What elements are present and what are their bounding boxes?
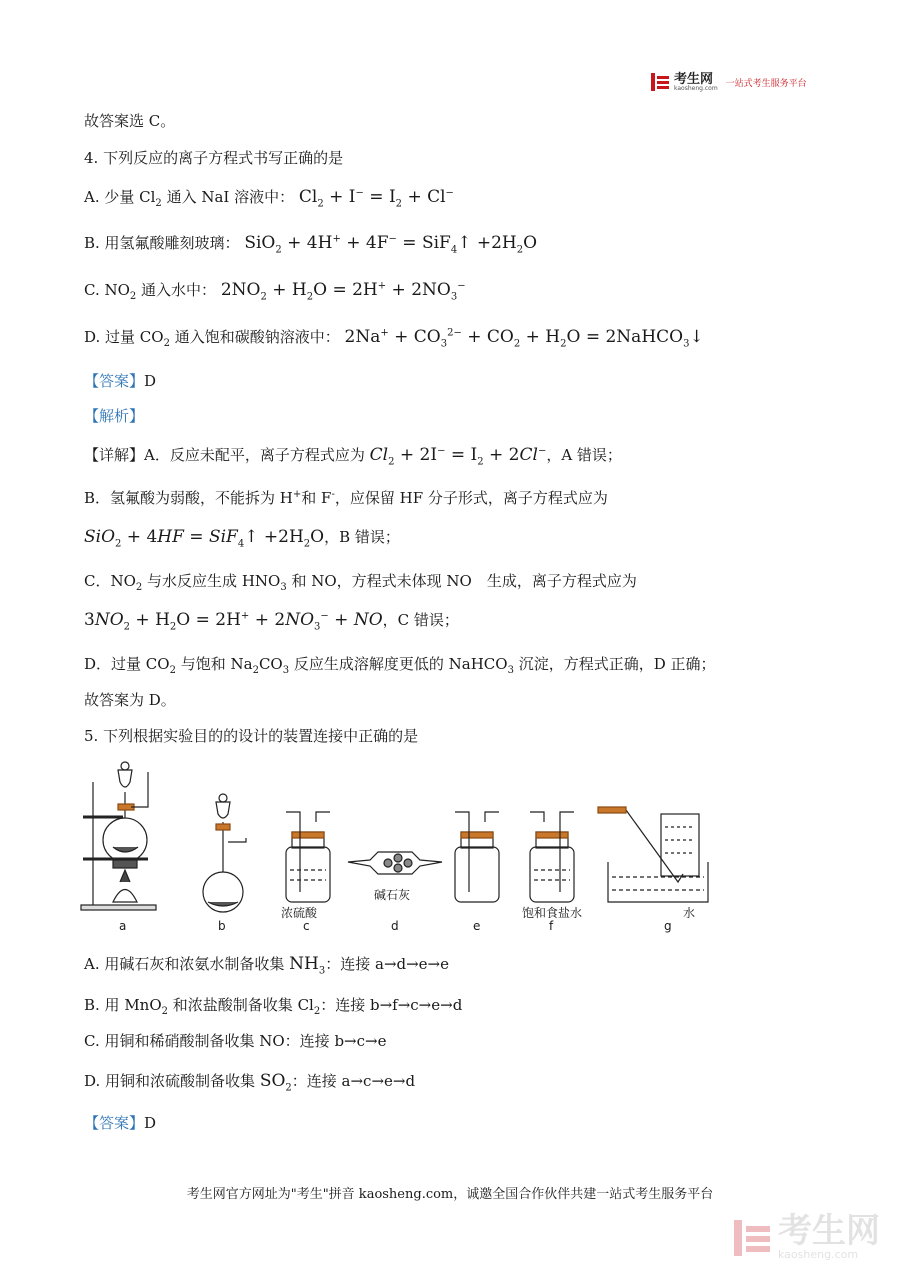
header-logo [650, 72, 807, 92]
letter-e: e [473, 919, 481, 933]
q4-detail-c: C．$NO_2$ 与水反应生成 $HNO_3$ 和 NO，方程式未体现 NO 生成，离子方程式应为 [84, 572, 637, 593]
q5-title: 5. 下列根据实验目的的设计的装置连接中正确的是 [84, 727, 419, 745]
q4-option-a: A. 少量 $Cl_2$ 通入 NaI 溶液中： $Cl_2 + I^- = I_2 + Cl^-$ [84, 187, 454, 210]
apparatus-g [598, 807, 708, 902]
q5-answer: 【答案】D [84, 1114, 157, 1132]
q4-analysis-tag: 【解析】 [84, 407, 145, 425]
q4-title: 4. 下列反应的离子方程式书写正确的是 [84, 149, 344, 167]
logo-domain: kaosheng.com [674, 84, 718, 92]
logo-name: 考生网 [674, 71, 714, 87]
apparatus-f [530, 812, 574, 902]
label-f-name: 饱和食盐水 [522, 906, 583, 920]
apparatus-a [81, 762, 156, 910]
watermark-name: 考生网 [778, 1211, 880, 1251]
logo-slogan: 一站式考生服务平台 [725, 78, 807, 89]
apparatus-drawing [78, 752, 728, 942]
letter-b: b [218, 919, 226, 933]
q4-detail-d: D．过量 $CO_2$ 与饱和 $Na_2CO_3$ 反应生成溶解度更低的 NaHCO$_3$ 沉淀，方程式正确，D 正确； [84, 655, 716, 676]
label-g-name: 水 [683, 906, 696, 920]
q4-detail-a: 【详解】A．反应未配平，离子方程式应为 $Cl_2 + 2I^- = I_2 + 2Cl^-$，A 错误； [84, 445, 622, 468]
watermark-icon [732, 1218, 772, 1258]
prev-conclusion: 故答案选 C。 [84, 112, 176, 130]
q5-option-a: A. 用碱石灰和浓氨水制备收集 $NH_3$：连接 a→d→e→e [84, 954, 450, 977]
apparatus-e [455, 812, 499, 902]
q5-option-c: C. 用铜和稀硝酸制备收集 NO：连接 b→c→e [84, 1032, 387, 1050]
q5-option-b: B. 用 MnO$_2$ 和浓盐酸制备收集 $Cl_2$：连接 b→f→c→e→d [84, 996, 463, 1017]
letter-d: d [391, 919, 399, 933]
q4-answer: 【答案】D [84, 372, 157, 390]
q4-conclusion: 故答案为 D。 [84, 691, 176, 709]
q4-detail-c-eq: $3NO_2 + H_2O = 2H^+ + 2NO_3^-$ + NO，C 错误； [84, 610, 459, 633]
letter-c: c [303, 919, 310, 933]
apparatus-figure [78, 752, 728, 946]
watermark-domain: kaosheng.com [778, 1248, 859, 1261]
q4-option-b: B. 用氢氟酸雕刻玻璃： SiO$_2$ + 4H+ + 4F− = SiF$_4$↑ $+2H_2O$ [84, 233, 538, 256]
footer-text: 考生网官方网址为"考生"拼音 kaosheng.com，诚邀全国合作伙伴共建一站式考生服务平台 [186, 1187, 714, 1202]
letter-a: a [119, 919, 127, 933]
apparatus-b [203, 794, 246, 912]
q4-detail-b: B．氢氟酸为弱酸，不能拆为 H+和 F-，应保留 HF 分子形式，离子方程式应为 [84, 489, 608, 507]
apparatus-d [348, 852, 442, 874]
label-c-name: 浓硫酸 [281, 906, 318, 920]
apparatus-c [286, 812, 330, 902]
letter-g: g [664, 919, 672, 933]
label-d-name: 碱石灰 [374, 888, 411, 902]
q5-option-d: D. 用铜和浓硫酸制备收集 $SO_2$：连接 a→c→e→d [84, 1071, 416, 1094]
letter-f: f [549, 919, 554, 933]
q4-option-c: C. $NO_2$ 通入水中： $2NO_2 + H_2O = 2H^+ + 2NO_3^-$ [84, 280, 466, 303]
watermark [732, 1211, 880, 1261]
logo-icon [650, 72, 670, 92]
q4-detail-b-eq: SiO$_2$ + 4HF = SiF$_4$↑ $+2H_2O$，B 错误； [84, 527, 400, 550]
q4-option-d: D. 过量 $CO_2$ 通入饱和碳酸钠溶液中： $2Na^+ + CO_3^{2-} + CO_2 + H_2O$ = 2NaHCO$_3$↓ [84, 327, 704, 350]
